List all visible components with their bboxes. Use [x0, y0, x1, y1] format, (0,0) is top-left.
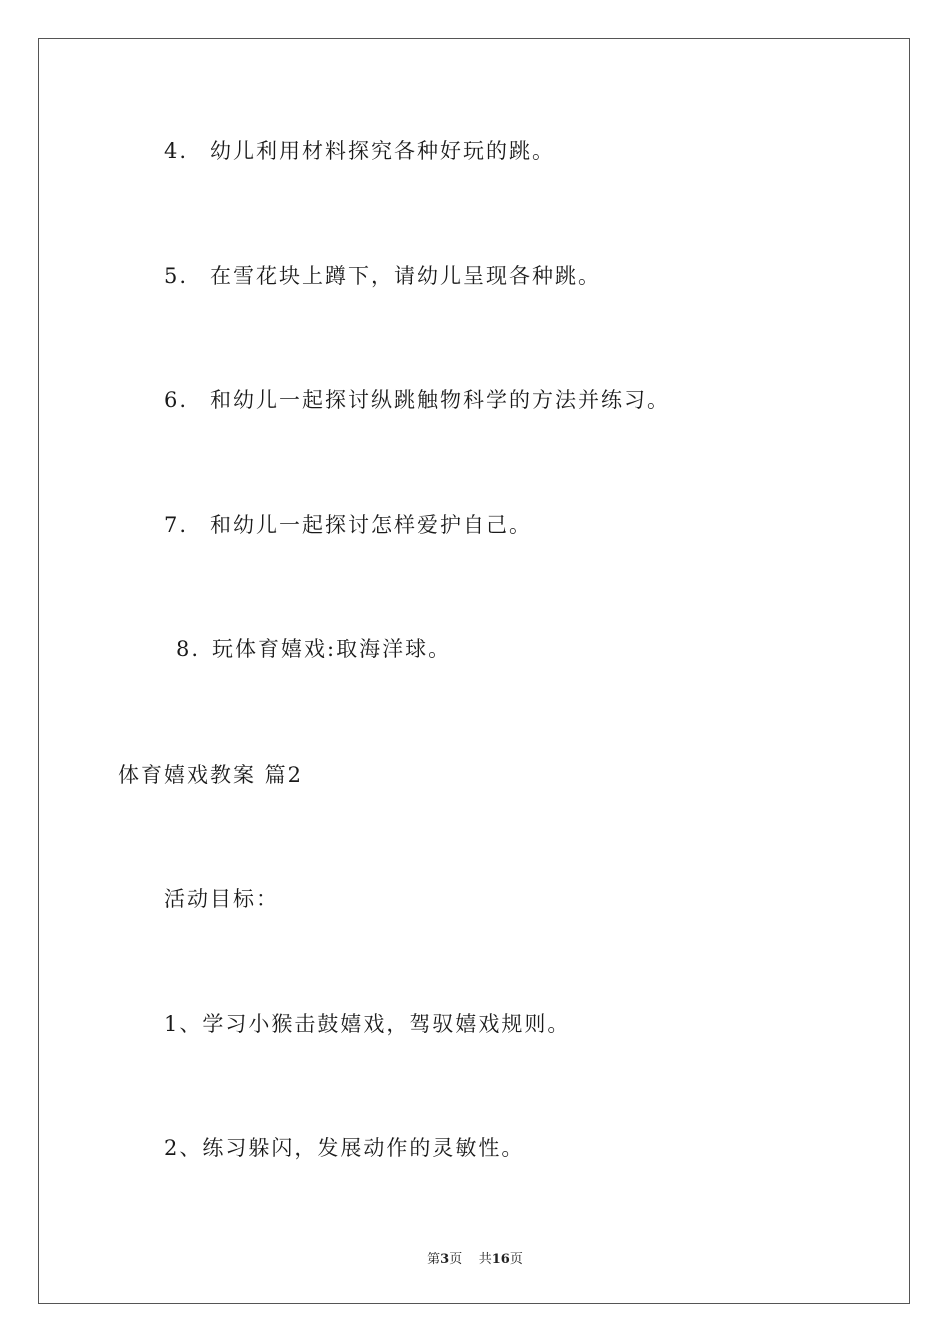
list-item-6 — [164, 386, 670, 414]
goal-item: 2、练习躲闪，发展动作的灵敏性。 — [164, 1136, 525, 1160]
list-item-8 — [176, 635, 451, 663]
list-item-number: 7. — [164, 513, 189, 537]
list-item-text: 和幼儿一起探讨纵跳触物科学的方法并练习。 — [210, 388, 670, 412]
list-item-text: 在雪花块上蹲下，请幼儿呈现各种跳。 — [210, 264, 601, 288]
page-footer — [0, 1248, 950, 1267]
footer-page-number: 3 — [440, 1252, 450, 1267]
footer-total-number: 16 — [491, 1252, 510, 1267]
list-item-number: 5. — [164, 264, 189, 288]
list-item-4 — [164, 137, 555, 165]
section-heading: 体育嬉戏教案 篇2 — [118, 763, 304, 787]
page-border — [38, 38, 910, 1304]
footer-page-suffix: 页 — [449, 1252, 463, 1267]
list-item-number: 4. — [164, 139, 189, 163]
list-item-number: 6. — [164, 388, 189, 412]
list-item-text: 幼儿利用材料探究各种好玩的跳。 — [210, 139, 555, 163]
list-item-5 — [164, 262, 601, 290]
list-item-text: 玩体育嬉戏:取海洋球。 — [212, 637, 452, 661]
goal-item: 1、学习小猴击鼓嬉戏，驾驭嬉戏规则。 — [164, 1012, 571, 1036]
list-item-7 — [164, 511, 532, 539]
list-item-text: 和幼儿一起探讨怎样爱护自己。 — [210, 513, 532, 537]
footer-total-suffix: 页 — [509, 1252, 523, 1267]
goals-label: 活动目标： — [164, 887, 279, 911]
footer-page-prefix: 第 — [427, 1252, 441, 1267]
footer-total-prefix: 共 — [478, 1252, 492, 1267]
list-item-number: 8. — [176, 637, 201, 661]
